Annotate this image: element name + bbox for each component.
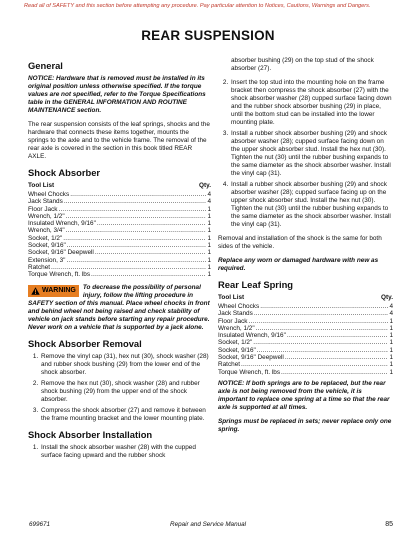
tool-qty: 1 xyxy=(389,317,393,325)
tool-row xyxy=(218,310,393,317)
leaf-spring-tool-list xyxy=(218,303,393,376)
tool-qty: 1 xyxy=(389,332,393,340)
tool-qty: 4 xyxy=(389,310,393,318)
install-step-1-continued: absorber bushing (29) on the top stud of the shock absorber (27). xyxy=(231,57,374,72)
tool-row xyxy=(28,198,211,205)
document-number: 699671 xyxy=(29,521,51,528)
leader-dots xyxy=(51,264,206,271)
removal-heading: Shock Absorber Removal xyxy=(28,337,142,349)
tool-list-header xyxy=(28,182,211,190)
leader-dots xyxy=(66,227,207,234)
tool-qty: 1 xyxy=(207,220,211,228)
qty-label: Qty. xyxy=(381,294,393,301)
leader-dots xyxy=(287,332,389,339)
leader-dots xyxy=(254,310,389,317)
warning-label: WARNING xyxy=(42,286,76,294)
leader-dots xyxy=(66,257,206,264)
tool-row xyxy=(28,213,211,220)
tool-name: Floor Jack xyxy=(218,317,248,325)
tool-qty: 1 xyxy=(207,256,211,264)
shock-tool-list xyxy=(28,191,211,279)
tool-list-header xyxy=(218,294,393,302)
tool-name: Wrench, 3/4" xyxy=(28,227,65,235)
tool-name: Socket, 9/16" xyxy=(28,242,66,250)
install-step: 2. Insert the top stud into the mounting hole on the frame bracket then compress the shock absorber (27) with the shock absorber washer (28) cupped surface facing down and the rubber shock absorber bushing (29) in place, until the bottom stud can be installed into the lower mounting plate. xyxy=(230,79,393,127)
tool-qty: 1 xyxy=(389,354,393,362)
tool-row xyxy=(28,264,211,271)
tool-qty: 1 xyxy=(389,339,393,347)
tool-row xyxy=(218,361,393,368)
tool-name: Socket, 1/2" xyxy=(28,234,63,242)
installation-heading: Shock Absorber Installation xyxy=(28,428,153,440)
warning-triangle-icon xyxy=(31,287,40,295)
leader-dots xyxy=(260,303,388,310)
removal-step: 3. Compress the shock absorber (27) and remove it between the frame mounting bracket and the lower mounting plate. xyxy=(40,407,211,423)
removal-installation-note: Removal and installation of the shock is the same for both sides of the vehicle. xyxy=(218,235,382,250)
tool-qty: 4 xyxy=(389,303,393,310)
tool-name: Socket, 9/16" xyxy=(218,346,256,354)
leader-dots xyxy=(63,235,206,242)
tool-row xyxy=(28,257,211,264)
tool-name: Socket, 9/16" Deepwell xyxy=(28,249,94,257)
leader-dots xyxy=(70,191,206,198)
leader-dots xyxy=(97,220,207,227)
tool-row xyxy=(28,206,211,213)
leader-dots xyxy=(241,361,388,368)
removal-steps xyxy=(28,353,211,423)
manual-title: Repair and Service Manual xyxy=(170,521,246,528)
tool-name: Wheel Chocks xyxy=(28,191,70,198)
qty-label: Qty. xyxy=(199,182,211,189)
leader-dots xyxy=(285,354,389,361)
tool-qty: 1 xyxy=(207,234,211,242)
leader-dots xyxy=(257,347,389,354)
tool-row xyxy=(28,227,211,234)
right-column xyxy=(218,57,393,440)
tool-qty: 1 xyxy=(207,205,211,213)
tool-row xyxy=(28,242,211,249)
tool-list-label: Tool List xyxy=(218,294,245,301)
tool-name: Torque Wrench, ft. lbs xyxy=(28,271,91,279)
tool-row xyxy=(218,318,393,325)
leaf-spring-heading: Rear Leaf Spring xyxy=(218,279,294,290)
install-step: 3. Install a rubber shock absorber bushing (29) and shock absorber washer (28); cupped surface facing down on the upper shock absorber stud. Install the hex nut (30). Tighten the nut (30) until the rubber bushing expands to the same diameter as the shock absorber washer. Install the vinyl cap (31). xyxy=(230,130,393,178)
tool-name: Insulated Wrench, 9/16" xyxy=(28,220,96,228)
tool-row xyxy=(218,303,393,310)
tool-qty: 1 xyxy=(389,346,393,354)
tool-name: Jack Stands xyxy=(218,310,253,318)
tool-name: Floor Jack xyxy=(28,205,58,213)
leader-dots xyxy=(66,213,207,220)
tool-name: Wheel Chocks xyxy=(218,303,260,310)
tool-name: Torque Wrench, ft. lbs xyxy=(218,368,281,376)
page-number: 85 xyxy=(385,521,393,528)
tool-row xyxy=(28,249,211,256)
installation-steps xyxy=(28,444,211,460)
tool-row xyxy=(218,354,393,361)
tool-row xyxy=(218,369,393,376)
warning-text: To decrease the possibility of personal injury, follow the lifting procedure in SAFETY section of this manual. Place wheel chocks in front and behind wheel not being raised and check stability of vehicle on jack stands before starting any repair procedure. Never work on a vehicle that is supported by a jack alone. xyxy=(28,283,210,331)
safety-notice-line: Read all of SAFETY and this section before attempting any procedure. Pay particular attention to Notices, Cautions, Warnings and Dangers. xyxy=(24,3,371,9)
leader-dots xyxy=(58,206,206,213)
tool-qty: 1 xyxy=(389,368,393,376)
install-step: 1. Install the shock absorber washer (28) with the cupped surface facing upward and the rubber shock xyxy=(40,444,211,460)
tool-qty: 1 xyxy=(389,361,393,369)
tool-row xyxy=(218,347,393,354)
general-paragraph: The rear suspension consists of the leaf springs, shocks and the hardware that connects these items together, mounts the springs to the axle and to the vehicle frame. The removal of the rear axle is covered in the section in this book titled REAR AXLE. xyxy=(28,121,210,160)
tool-qty: 1 xyxy=(207,249,211,257)
leader-dots xyxy=(256,325,389,332)
removal-step: 1. Remove the vinyl cap (31), hex nut (30), shock washer (28) and rubber shock bushing (29) from the lower end of the shock absorber. xyxy=(40,353,211,377)
tool-qty: 1 xyxy=(207,263,211,271)
tool-row xyxy=(28,220,211,227)
tool-name: Extension, 3" xyxy=(28,256,66,264)
tool-name: Socket, 1/2" xyxy=(218,339,253,347)
tool-row xyxy=(28,271,211,278)
left-column xyxy=(28,60,211,466)
tool-name: Ratchet xyxy=(218,361,241,369)
tool-row xyxy=(28,191,211,198)
leader-dots xyxy=(64,198,207,205)
leader-dots xyxy=(281,369,388,376)
tool-qty: 4 xyxy=(207,198,211,206)
removal-step: 2. Remove the hex nut (30), shock washer (28) and rubber shock bushing (29) from the upper end of the shock absorber. xyxy=(40,380,211,404)
tool-qty: 1 xyxy=(207,227,211,235)
install-step-continued xyxy=(218,57,393,73)
shock-absorber-heading: Shock Absorber xyxy=(28,167,101,178)
leader-dots xyxy=(253,339,388,346)
leader-dots xyxy=(91,271,206,278)
installation-steps-continued xyxy=(218,79,393,229)
springs-sets-note: Springs must be replaced in sets; never replace only one spring. xyxy=(218,417,392,433)
tool-row xyxy=(218,325,393,332)
tool-row xyxy=(218,332,393,339)
leader-dots xyxy=(67,242,207,249)
general-notice: NOTICE: Hardware that is removed must be installed in its original position unless otherwise specified. If the torque values are not specified, refer to the Torque Specifications table in the GENERAL INFORMATION AND ROUTINE MAINTENANCE section. xyxy=(28,75,206,114)
tool-name: Wrench, 1/2" xyxy=(28,212,65,220)
warning-badge xyxy=(28,285,79,297)
replace-hardware-note: Replace any worn or damaged hardware with new as required. xyxy=(218,257,379,272)
tool-row xyxy=(28,235,211,242)
tool-row xyxy=(218,339,393,346)
install-step: 4. Install a rubber shock absorber bushing (29) and shock absorber washer (28); cupped surface facing up on the upper shock absorber stud. Install the hex nut (30). Tighten the nut (30) until the rubber bushing expands to the same diameter as the shock absorber washer. Install the vinyl cap (31). xyxy=(230,181,393,229)
tool-qty: 1 xyxy=(389,324,393,332)
warning-block xyxy=(28,284,211,332)
tool-name: Socket, 9/16" Deepwell xyxy=(218,354,284,362)
tool-qty: 1 xyxy=(207,271,211,279)
leaf-spring-notice: NOTICE: If both springs are to be replaced, but the rear axle is not being removed from the vehicle, it is important to replace one spring at a time so that the rear axle is supported at all times. xyxy=(218,379,390,411)
tool-name: Wrench, 1/2" xyxy=(218,324,255,332)
page-title: REAR SUSPENSION xyxy=(141,28,275,43)
tool-name: Ratchet xyxy=(28,263,51,271)
tool-qty: 1 xyxy=(207,242,211,250)
tool-qty: 1 xyxy=(207,212,211,220)
leader-dots xyxy=(95,249,207,256)
tool-qty: 4 xyxy=(207,191,211,198)
tool-name: Insulated Wrench, 9/16" xyxy=(218,332,286,340)
general-heading: General xyxy=(28,60,63,71)
leader-dots xyxy=(248,318,388,325)
tool-list-label: Tool List xyxy=(28,182,55,189)
tool-name: Jack Stands xyxy=(28,198,63,206)
